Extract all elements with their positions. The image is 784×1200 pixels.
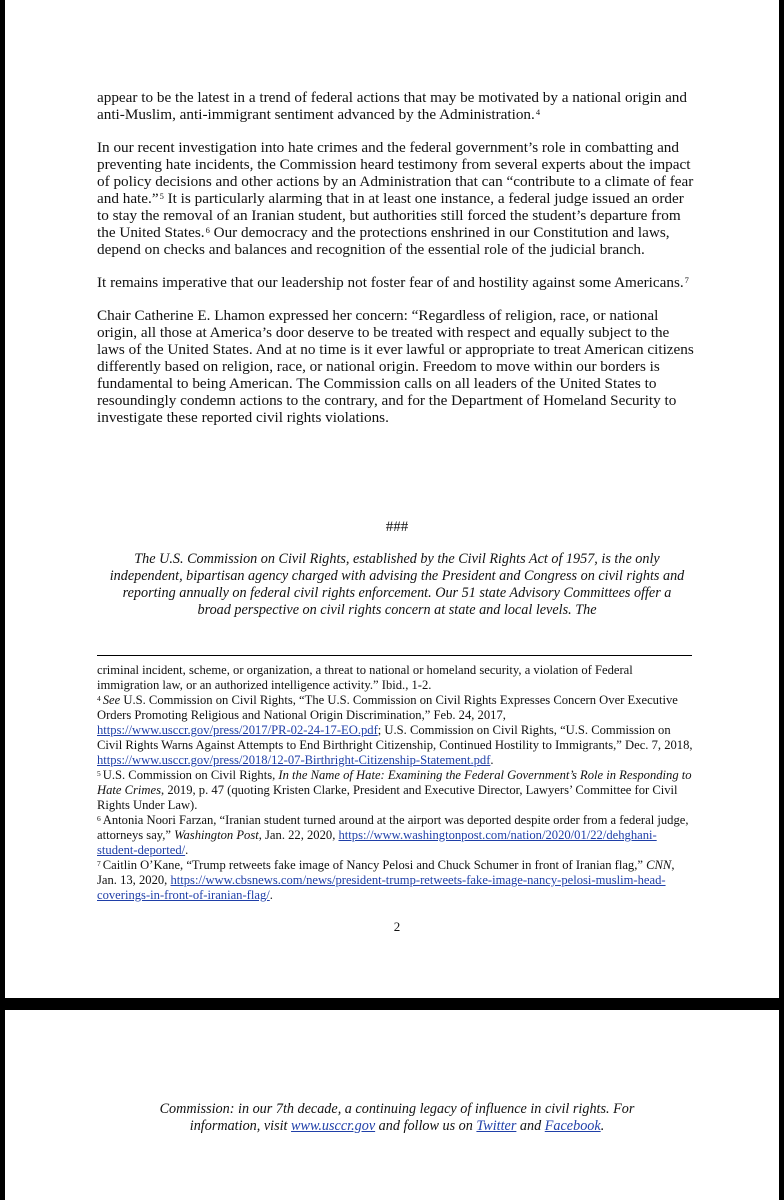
document-page-2 (5, 0, 779, 998)
footnote-5: $^5$ U.S. Commission on Civil Rights, In the Name of Hate: Examining the Federal Government’s Role in Responding to Hate Crimes, 2019, p. 47 (quoting Kristen Clarke, President and Executive Director, Lawyers’ Committee for Civil Rights Under Law). (97, 768, 692, 812)
paragraph-3: It remains imperative that our leadership not foster fear of and hostility against some Americans.$^7$ (97, 274, 689, 291)
footnote-7-link[interactable]: https://www.cbsnews.com/news/president-trump-retweets-fake-image-nancy-pelosi-muslim-head-coverings-in-front-of-iranian-flag/ (97, 873, 666, 902)
footnote-continued: criminal incident, scheme, or organization, a threat to national or homeland security, a violation of Federal immigration law, or an authorized intelligence activity.” Ibid., 1-2. (97, 663, 633, 692)
agency-boilerplate: The U.S. Commission on Civil Rights, established by the Civil Rights Act of 1957, is the only independent, bipartisan agency charged with advising the President and Congress on civil rights and reporting annually on federal civil rights enforcement. Our 51 state Advisory Committees offer a broad perspective on civil rights concern at state and local levels. The (109, 551, 685, 618)
body-text (97, 89, 697, 442)
closing-statement: Commission: in our 7th decade, a continuing legacy of influence in civil rights. For information, visit www.usccr.gov and follow us on Twitter and Facebook. (159, 1101, 635, 1134)
paragraph-2: In our recent investigation into hate crimes and the federal government’s role in combatting and preventing hate incidents, the Commission heard testimony from several experts about the impact of policy decisions and other actions by an Administration that can “contribute to a climate of fear and hate.”$^5$ It is particularly alarming that in at least one instance, a federal judge issued an order to stay the removal of an Iranian student, but authorities still forced the student’s departure from the United States.$^6$ Our democracy and the protections enshrined in our Constitution and laws, depend on checks and balances and recognition of the essential role of the judicial branch. (97, 139, 694, 258)
usccr-website-link[interactable]: www.usccr.gov (291, 1118, 376, 1134)
footnotes (97, 663, 695, 903)
footnote-7: $^7$ Caitlin O’Kane, “Trump retweets fake image of Nancy Pelosi and Chuck Schumer in front of Iranian flag,” CNN, Jan. 13, 2020, https://www.cbsnews.com/news/president-trump-retweets-fake-image-nancy-pelosi-muslim-head-coverings-in-front-of-iranian-flag/. (97, 858, 675, 902)
footnote-4: $^4$ See U.S. Commission on Civil Rights, “The U.S. Commission on Civil Rights Expresses Concern Over Executive Orders Promoting Religious and National Origin Discrimination,” Feb. 24, 2017, https://www.usccr.gov/press/2017/PR-02-24-17-EO.pdf; U.S. Commission on Civil Rights, “U.S. Commission on Civil Rights Warns Against Attempts to End Birthright Citizenship, Continued Hostility to Immigrants,” Dec. 7, 2018, https://www.usccr.gov/press/2018/12-07-Birthright-Citizenship-Statement.pdf. (97, 693, 693, 767)
page-number: 2 (393, 919, 401, 934)
footnote-6: $^6$ Antonia Noori Farzan, “Iranian student turned around at the airport was deported despite order from a federal judge, attorneys say,” Washington Post, Jan. 22, 2020, https://www.washingtonpost.com/nation/2020/01/22/dehghani-student-deported/. (97, 813, 689, 857)
facebook-link[interactable]: Facebook (544, 1118, 601, 1134)
footnote-ref-4[interactable]: 4 (535, 107, 541, 117)
document-page-3 (5, 1010, 779, 1200)
footnote-ref-7[interactable]: 7 (684, 275, 689, 285)
footnote-ref-6[interactable]: 6 (205, 225, 210, 235)
footnote-4-link-1[interactable]: https://www.usccr.gov/press/2017/PR-02-24-17-EO.pdf (97, 723, 378, 737)
footnote-4-link-2[interactable]: https://www.usccr.gov/press/2018/12-07-Birthright-Citizenship-Statement.pdf (97, 753, 491, 767)
paragraph-4: Chair Catherine E. Lhamon expressed her concern: “Regardless of religion, race, or national origin, all those at America’s door deserve to be treated with respect and equally subject to the laws of the United States. And at no time is it ever lawful or appropriate to treat American citizens differently based on religion, race, or national origin. Freedom to move within our borders is fundamental to being American. The Commission calls on all leaders of the United States to resoundingly condemn actions to the contrary, and for the Department of Homeland Security to investigate these reported civil rights violations. (97, 307, 694, 426)
footnote-divider (97, 655, 692, 656)
section-separator: ### (385, 519, 409, 535)
paragraph-1: appear to be the latest in a trend of federal actions that may be motivated by a national origin and anti-Muslim, anti-immigrant sentiment advanced by the Administration.$^4$ (97, 89, 687, 123)
twitter-link[interactable]: Twitter (476, 1118, 517, 1134)
footnote-ref-5[interactable]: 5 (159, 191, 164, 201)
footnote-6-link[interactable]: https://www.washingtonpost.com/nation/2020/01/22/dehghani-student-deported/ (97, 828, 657, 857)
